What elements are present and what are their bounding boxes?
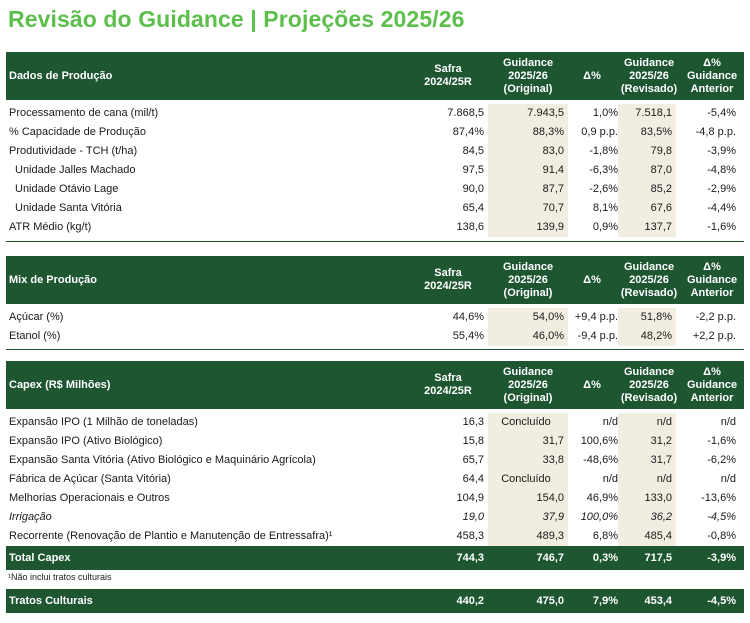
cell-delta: 46,9% — [586, 492, 618, 504]
cell-orig: 475,0 — [536, 595, 564, 607]
column-header-rev: Guidance 2025/26 (Revisado) — [620, 56, 678, 95]
cell-safra: 104,9 — [456, 492, 484, 504]
cell-safra: 65,4 — [462, 202, 484, 214]
cell-rev: 137,7 — [618, 218, 676, 237]
cell-rev: 7.518,1 — [618, 104, 676, 123]
table-header — [6, 256, 744, 304]
table-row — [6, 180, 744, 199]
column-header-delta: Δ% — [583, 273, 601, 286]
table-row — [6, 142, 744, 161]
row-label: Unidade Otávio Lage — [15, 183, 119, 195]
cell-rev: 67,6 — [618, 199, 676, 218]
cell-dprev: -6,2% — [707, 454, 736, 466]
cell-delta: 7,9% — [592, 595, 618, 607]
table-row — [6, 308, 744, 327]
cell-rev: 83,5% — [618, 123, 676, 142]
cell-rev: 31,2 — [618, 432, 676, 451]
cell-safra: 44,6% — [452, 311, 484, 323]
section-label: Dados de Produção — [9, 70, 113, 82]
cell-rev: 133,0 — [618, 489, 676, 508]
cell-rev: n/d — [618, 470, 676, 489]
cell-safra: 19,0 — [462, 511, 484, 523]
cell-dprev: +2,2 p.p. — [692, 330, 736, 342]
cell-dprev: -13,6% — [701, 492, 736, 504]
cell-safra: 90,0 — [462, 183, 484, 195]
cell-orig: Concluído — [488, 470, 568, 489]
row-label: Etanol (%) — [9, 330, 61, 342]
cell-delta: 8,1% — [592, 202, 618, 214]
cell-dprev: -5,4% — [707, 107, 736, 119]
table-row — [6, 451, 744, 470]
cell-delta: 6,8% — [592, 530, 618, 542]
column-header-orig: Guidance 2025/26 (Original) — [502, 365, 554, 404]
row-label: Processamento de cana (mil/t) — [9, 107, 159, 119]
cell-safra: 55,4% — [452, 330, 484, 342]
table-row — [6, 470, 744, 489]
cell-delta: 0,3% — [592, 552, 618, 564]
cell-safra: 458,3 — [456, 530, 484, 542]
cell-safra: 65,7 — [462, 454, 484, 466]
row-label: Recorrente (Renovação de Plantio e Manutenção de Entressafra)¹ — [9, 530, 333, 542]
row-label: Unidade Santa Vitória — [15, 202, 122, 214]
cell-delta: 100,6% — [580, 435, 618, 447]
cell-orig: 37,9 — [488, 508, 568, 527]
table-producao — [6, 52, 744, 237]
column-header-rev: Guidance 2025/26 (Revisado) — [620, 260, 678, 299]
column-header-delta_prev: Δ% Guidance Anterior — [686, 260, 738, 299]
cell-orig: 87,7 — [488, 180, 568, 199]
cell-dprev: -4,8 p.p. — [695, 126, 736, 138]
table-row — [6, 104, 744, 123]
column-header-safra: Safra 2024/25R — [424, 372, 472, 397]
cell-safra: 7.868,5 — [447, 107, 484, 119]
cell-rev: 79,8 — [618, 142, 676, 161]
cell-delta: n/d — [602, 416, 618, 428]
table-row — [6, 199, 744, 218]
section-label: Mix de Produção — [9, 274, 98, 286]
table-capex — [6, 361, 744, 570]
cell-rev: 51,8% — [618, 308, 676, 327]
cell-dprev: -3,9% — [707, 552, 736, 564]
table-row — [6, 327, 744, 346]
column-header-safra: Safra 2024/25R — [424, 63, 472, 88]
cell-safra: 16,3 — [462, 416, 484, 428]
cell-safra: 440,2 — [456, 595, 484, 607]
table-row — [6, 161, 744, 180]
cell-dprev: -2,9% — [707, 183, 736, 195]
cell-safra: 84,5 — [462, 145, 484, 157]
cell-orig: Concluído — [488, 413, 568, 432]
cell-delta: 0,9% — [592, 221, 618, 233]
cell-dprev: -1,6% — [707, 221, 736, 233]
cell-dprev: -4,8% — [707, 164, 736, 176]
column-header-delta: Δ% — [583, 378, 601, 391]
footnote: ¹Não inclui tratos culturais — [8, 572, 112, 582]
cell-orig: 83,0 — [488, 142, 568, 161]
cell-orig: 154,0 — [488, 489, 568, 508]
cell-rev: n/d — [618, 413, 676, 432]
cell-rev: 48,2% — [618, 327, 676, 346]
table-row — [6, 432, 744, 451]
row-label: Açúcar (%) — [9, 311, 64, 323]
cell-delta: 0,9 p.p. — [581, 126, 618, 138]
cell-delta: -1,8% — [589, 145, 618, 157]
cell-safra: 15,8 — [462, 435, 484, 447]
row-label: % Capacidade de Produção — [9, 126, 146, 138]
divider — [6, 349, 744, 350]
tratos-culturais-row — [6, 589, 744, 613]
column-header-orig: Guidance 2025/26 (Original) — [502, 260, 554, 299]
cell-orig: 746,7 — [536, 552, 564, 564]
cell-delta: -6,3% — [589, 164, 618, 176]
cell-rev: 85,2 — [618, 180, 676, 199]
column-header-delta: Δ% — [583, 69, 601, 82]
cell-rev: 36,2 — [618, 508, 676, 527]
cell-safra: 64,4 — [462, 473, 484, 485]
cell-dprev: -4,5% — [707, 595, 736, 607]
cell-dprev: n/d — [720, 473, 736, 485]
cell-dprev: n/d — [720, 416, 736, 428]
cell-dprev: -2,2 p.p. — [695, 311, 736, 323]
cell-orig: 70,7 — [488, 199, 568, 218]
row-label: Total Capex — [9, 552, 71, 564]
cell-rev: 453,4 — [644, 595, 672, 607]
cell-delta: -2,6% — [589, 183, 618, 195]
cell-safra: 87,4% — [452, 126, 484, 138]
row-label: ATR Médio (kg/t) — [9, 221, 92, 233]
table-row — [6, 218, 744, 237]
column-header-delta_prev: Δ% Guidance Anterior — [686, 365, 738, 404]
row-label: Irrigação — [9, 511, 52, 523]
row-label: Fábrica de Açúcar (Santa Vitória) — [9, 473, 171, 485]
cell-safra: 744,3 — [456, 552, 484, 564]
column-header-safra: Safra 2024/25R — [424, 267, 472, 292]
table-header — [6, 52, 744, 100]
table-row — [6, 508, 744, 527]
cell-dprev: -4,5% — [707, 511, 736, 523]
cell-orig: 139,9 — [488, 218, 568, 237]
cell-dprev: -4,4% — [707, 202, 736, 214]
cell-dprev: -3,9% — [707, 145, 736, 157]
page-title: Revisão do Guidance | Projeções 2025/26 — [8, 6, 465, 32]
cell-orig: 7.943,5 — [488, 104, 568, 123]
table-header — [6, 361, 744, 409]
cell-delta: +9,4 p.p. — [574, 311, 618, 323]
cell-delta: 100,0% — [580, 511, 618, 523]
cell-delta: 1,0% — [592, 107, 618, 119]
cell-rev: 717,5 — [644, 552, 672, 564]
row-label: Expansão IPO (1 Milhão de toneladas) — [9, 416, 198, 428]
row-label: Expansão Santa Vitória (Ativo Biológico e Maquinário Agrícola) — [9, 454, 316, 466]
cell-rev: 485,4 — [618, 527, 676, 546]
row-label: Produtividade - TCH (t/ha) — [9, 145, 138, 157]
cell-safra: 138,6 — [456, 221, 484, 233]
row-label: Tratos Culturais — [9, 595, 93, 607]
table-mix — [6, 256, 744, 346]
total-capex-row — [6, 546, 744, 570]
table-row — [6, 527, 744, 546]
cell-rev: 87,0 — [618, 161, 676, 180]
row-label: Expansão IPO (Ativo Biológico) — [9, 435, 163, 447]
cell-orig: 88,3% — [488, 123, 568, 142]
table-tratos — [6, 589, 744, 613]
divider — [6, 241, 744, 242]
cell-delta: -48,6% — [583, 454, 618, 466]
row-label: Melhorias Operacionais e Outros — [9, 492, 170, 504]
cell-orig: 54,0% — [488, 308, 568, 327]
section-label: Capex (R$ Milhões) — [9, 379, 111, 391]
table-row — [6, 123, 744, 142]
row-label: Unidade Jalles Machado — [15, 164, 136, 176]
cell-orig: 31,7 — [488, 432, 568, 451]
cell-orig: 91,4 — [488, 161, 568, 180]
cell-orig: 33,8 — [488, 451, 568, 470]
column-header-delta_prev: Δ% Guidance Anterior — [686, 56, 738, 95]
column-header-rev: Guidance 2025/26 (Revisado) — [620, 365, 678, 404]
table-row — [6, 489, 744, 508]
cell-orig: 46,0% — [488, 327, 568, 346]
cell-orig: 489,3 — [488, 527, 568, 546]
cell-dprev: -0,8% — [707, 530, 736, 542]
column-header-orig: Guidance 2025/26 (Original) — [502, 56, 554, 95]
table-row — [6, 413, 744, 432]
cell-dprev: -1,6% — [707, 435, 736, 447]
cell-delta: -9,4 p.p. — [577, 330, 618, 342]
cell-rev: 31,7 — [618, 451, 676, 470]
cell-safra: 97,5 — [462, 164, 484, 176]
cell-delta: n/d — [602, 473, 618, 485]
